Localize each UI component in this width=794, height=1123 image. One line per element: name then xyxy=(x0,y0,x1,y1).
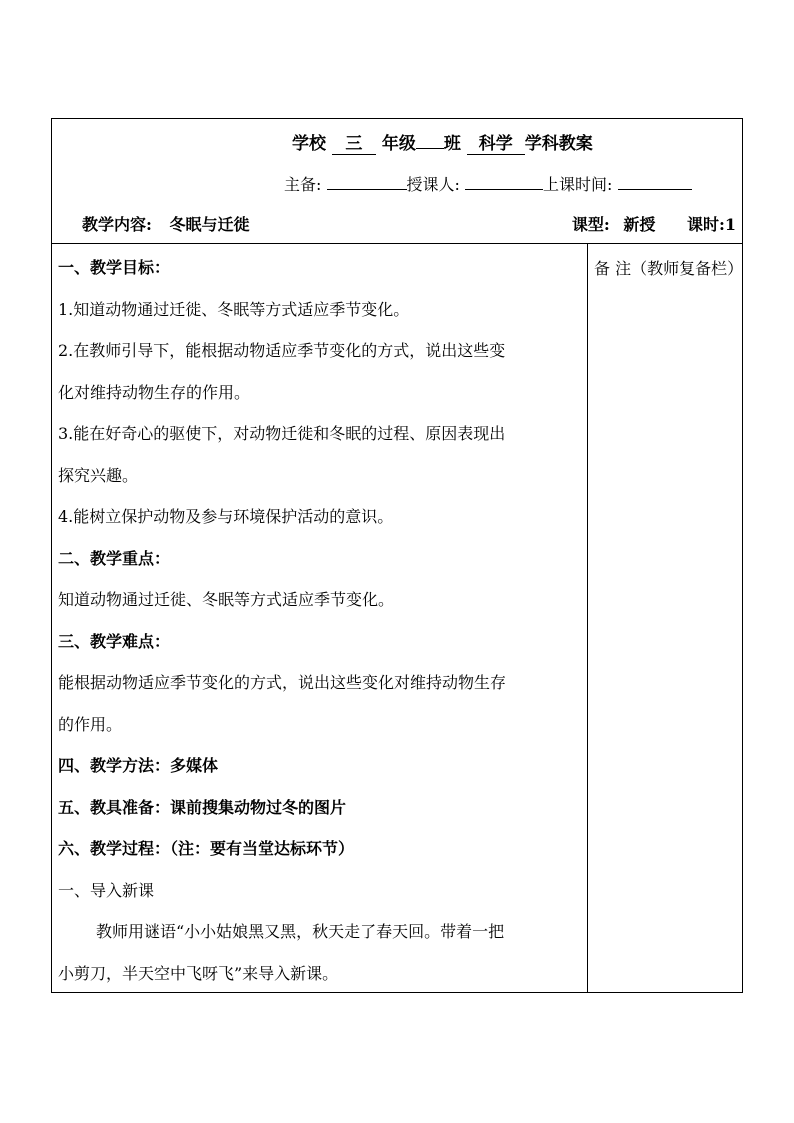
key-point-text: 知道动物通过迁徙、冬眠等方式适应季节变化。 xyxy=(58,590,395,609)
document-title xyxy=(292,129,593,155)
class-suffix: 班 xyxy=(443,134,461,154)
objective-3-cont: 探究兴趣。 xyxy=(58,465,139,485)
introduction-text-cont: 小剪刀，半天空中飞呀飞”来导入新课。 xyxy=(58,963,339,983)
subject-value: 科学 xyxy=(467,134,525,155)
period-value: 1 xyxy=(724,215,736,234)
section-process-heading: 六、教学过程：（注：要有当堂达标环节） xyxy=(58,839,355,858)
difficulty-text-cont: 的作用。 xyxy=(58,714,123,734)
objective-2-cont: 化对维持动物生存的作用。 xyxy=(58,382,251,402)
objective-1: 1.知道动物通过迁徙、冬眠等方式适应季节变化。 xyxy=(58,299,410,319)
lead-blank xyxy=(327,173,407,190)
grade-suffix: 年级 xyxy=(381,134,416,154)
class-blank xyxy=(416,148,444,149)
teacher-notes-column: 备 注（教师复备栏） xyxy=(594,259,744,278)
content-value: 冬眠与迁徙 xyxy=(169,215,250,234)
time-label: 上课时间: xyxy=(543,175,613,194)
teacher-blank xyxy=(465,173,543,190)
type-period-info xyxy=(572,212,736,235)
type-value: 新授 xyxy=(623,215,656,234)
content-info xyxy=(82,212,250,235)
teacher-meta-row xyxy=(284,172,692,195)
section-objectives-heading: 一、教学目标： xyxy=(58,258,171,277)
period-label: 课时: xyxy=(686,215,725,234)
lesson-plan-table xyxy=(51,118,743,993)
time-blank xyxy=(618,173,692,190)
lead-label: 主备: xyxy=(284,175,322,194)
step-introduction-heading: 一、导入新课 xyxy=(58,880,155,900)
section-materials: 五、教具准备：课前搜集动物过冬的图片 xyxy=(58,797,347,817)
objective-3: 3.能在好奇心的驱使下，对动物迁徙和冬眠的过程、原因表现出 xyxy=(58,424,506,443)
title-prefix: 学校 xyxy=(292,134,326,154)
content-label: 教学内容: xyxy=(82,215,152,234)
type-label: 课型: xyxy=(571,215,610,234)
objective-4: 4.能树立保护动物及参与环境保护活动的意识。 xyxy=(58,507,394,526)
section-difficulties-heading: 三、教学难点： xyxy=(58,631,171,651)
lesson-header xyxy=(52,119,742,244)
section-methods: 四、教学方法：多媒体 xyxy=(58,756,219,775)
teacher-label: 授课人: xyxy=(406,175,460,194)
difficulty-text: 能根据动物适应季节变化的方式，说出这些变化对维持动物生存 xyxy=(58,673,507,692)
title-suffix: 学科教案 xyxy=(524,134,593,154)
column-divider xyxy=(587,243,588,992)
grade-value: 三 xyxy=(332,134,376,155)
lesson-body xyxy=(58,247,582,994)
introduction-text: 教师用谜语“小小姑娘黑又黑，秋天走了春天回。带着一把 xyxy=(96,922,505,941)
objective-2: 2.在教师引导下，能根据动物适应季节变化的方式，说出这些变 xyxy=(58,341,506,360)
section-key-points-heading: 二、教学重点： xyxy=(58,548,171,568)
